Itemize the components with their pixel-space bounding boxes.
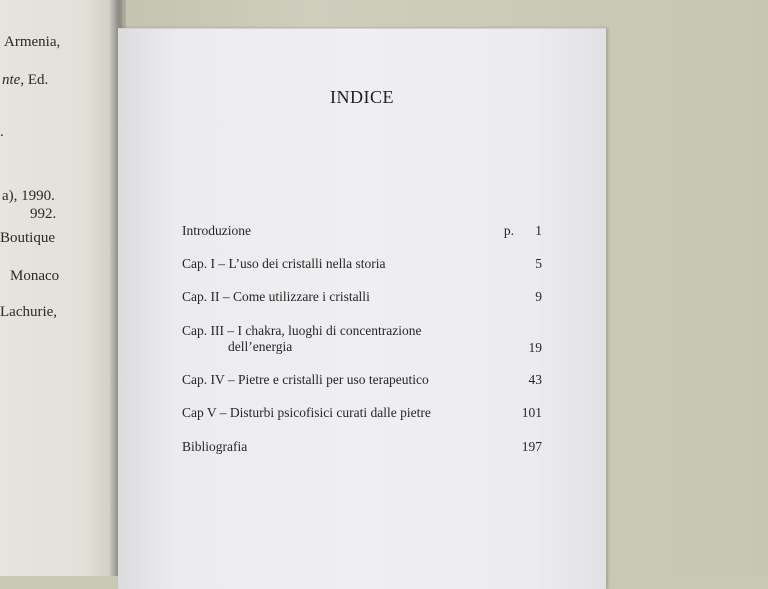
toc-entry-label-line2: dell’energia — [228, 339, 293, 354]
toc-entry — [182, 372, 542, 392]
toc-entry-page: 197 — [521, 439, 542, 454]
toc-entry-page: 5 — [535, 256, 542, 271]
left-page — [0, 0, 122, 576]
toc-page-prefix: p. — [503, 223, 514, 238]
toc-entry — [182, 289, 542, 309]
toc-entry-page: 19 — [528, 340, 542, 355]
toc-entry-page: 9 — [535, 289, 542, 304]
toc-entry-label: Bibliografia — [182, 439, 248, 454]
toc-entry-label: Cap. II – Come utilizzare i cristalli — [182, 289, 370, 304]
toc-entry-page: 1 — [535, 223, 542, 238]
left-page-line: 992. — [30, 206, 57, 222]
left-page-line: Monaco — [10, 268, 60, 284]
page-title: INDICE — [330, 87, 394, 107]
toc-entry-label: Cap. I – L’uso dei cristalli nella storia — [182, 256, 386, 271]
toc-entry — [182, 256, 542, 276]
toc-entry-label: Introduzione — [182, 223, 251, 238]
left-page-line: a), 1990. — [2, 188, 55, 204]
left-page-line: Lachurie, — [0, 304, 58, 320]
toc-entry — [182, 405, 542, 425]
toc-entry-label-line1: Cap. III – I chakra, luoghi di concentrazione — [182, 323, 422, 338]
left-page-line: . — [0, 124, 4, 140]
toc-entry-page: 101 — [521, 405, 542, 420]
right-page — [118, 28, 606, 589]
toc-entry-label — [182, 323, 422, 355]
left-page-line: nte, Ed. — [2, 72, 49, 88]
toc-entry — [182, 323, 542, 363]
toc-entry-label: Cap. IV – Pietre e cristalli per uso terapeutico — [182, 372, 429, 387]
left-page-line: Armenia, — [4, 34, 61, 50]
left-page-line: Boutique — [0, 230, 55, 246]
toc-entry-page: 43 — [528, 372, 542, 387]
toc-entry-label: Cap V – Disturbi psicofisici curati dalle pietre — [182, 405, 431, 420]
toc-entry — [182, 223, 542, 243]
toc-entry — [182, 439, 542, 459]
